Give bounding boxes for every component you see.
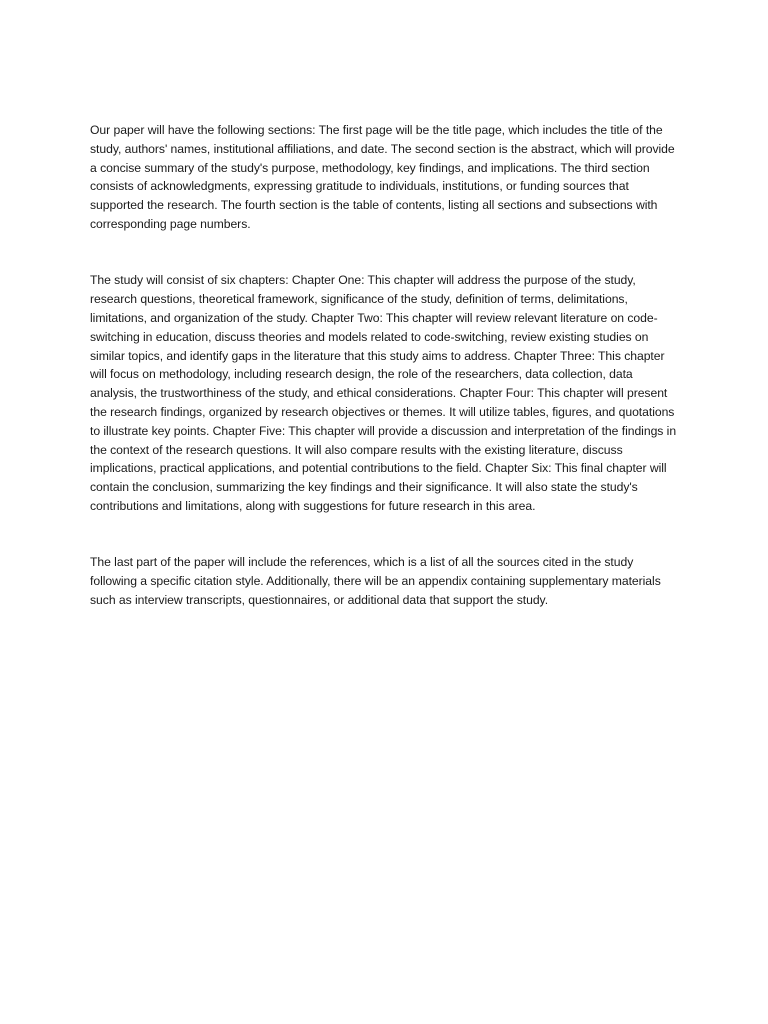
paragraph-spacer bbox=[90, 234, 681, 272]
paragraph-sections-overview: Our paper will have the following sections: The first page will be the title page, which includes the title of the study, authors' names, institutional affiliations, and date. The second section is the abstract, which will provide a concise summary of the study's purpose, methodology, key findings, and implications. The third section consists of acknowledgments, expressing gratitude to individuals, institutions, or funding sources that supported the research. The fourth section is the table of contents, listing all sections and subsections with corresponding page numbers. bbox=[90, 123, 675, 231]
document-body bbox=[90, 121, 681, 610]
paragraph-references-appendix: The last part of the paper will include the references, which is a list of all the sources cited in the study following a specific citation style. Additionally, there will be an appendix containing supplementary materials such as interview transcripts, questionnaires, or additional data that support the study. bbox=[90, 555, 661, 607]
paragraph-spacer bbox=[90, 516, 681, 554]
paragraph-chapters-overview: The study will consist of six chapters: Chapter One: This chapter will address the purpose of the study, research questions, theoretical framework, significance of the study, definition of terms, delimitations, limitations, and organization of the study. Chapter Two: This chapter will review relevant literature on code-switching in education, discuss theories and models related to code-switching, review existing studies on similar topics, and identify gaps in the literature that this study aims to address. Chapter Three: This chapter will focus on methodology, including research design, the role of the researchers, data collection, data analysis, the trustworthiness of the study, and ethical considerations. Chapter Four: This chapter will present the research findings, organized by research objectives or themes. It will utilize tables, figures, and quotations to illustrate key points. Chapter Five: This chapter will provide a discussion and interpretation of the findings in the context of the research questions. It will also compare results with the existing literature, discuss implications, practical applications, and potential contributions to the field. Chapter Six: This final chapter will contain the conclusion, summarizing the key findings and their significance. It will also state the study's contributions and limitations, along with suggestions for future research in this area. bbox=[90, 273, 677, 513]
